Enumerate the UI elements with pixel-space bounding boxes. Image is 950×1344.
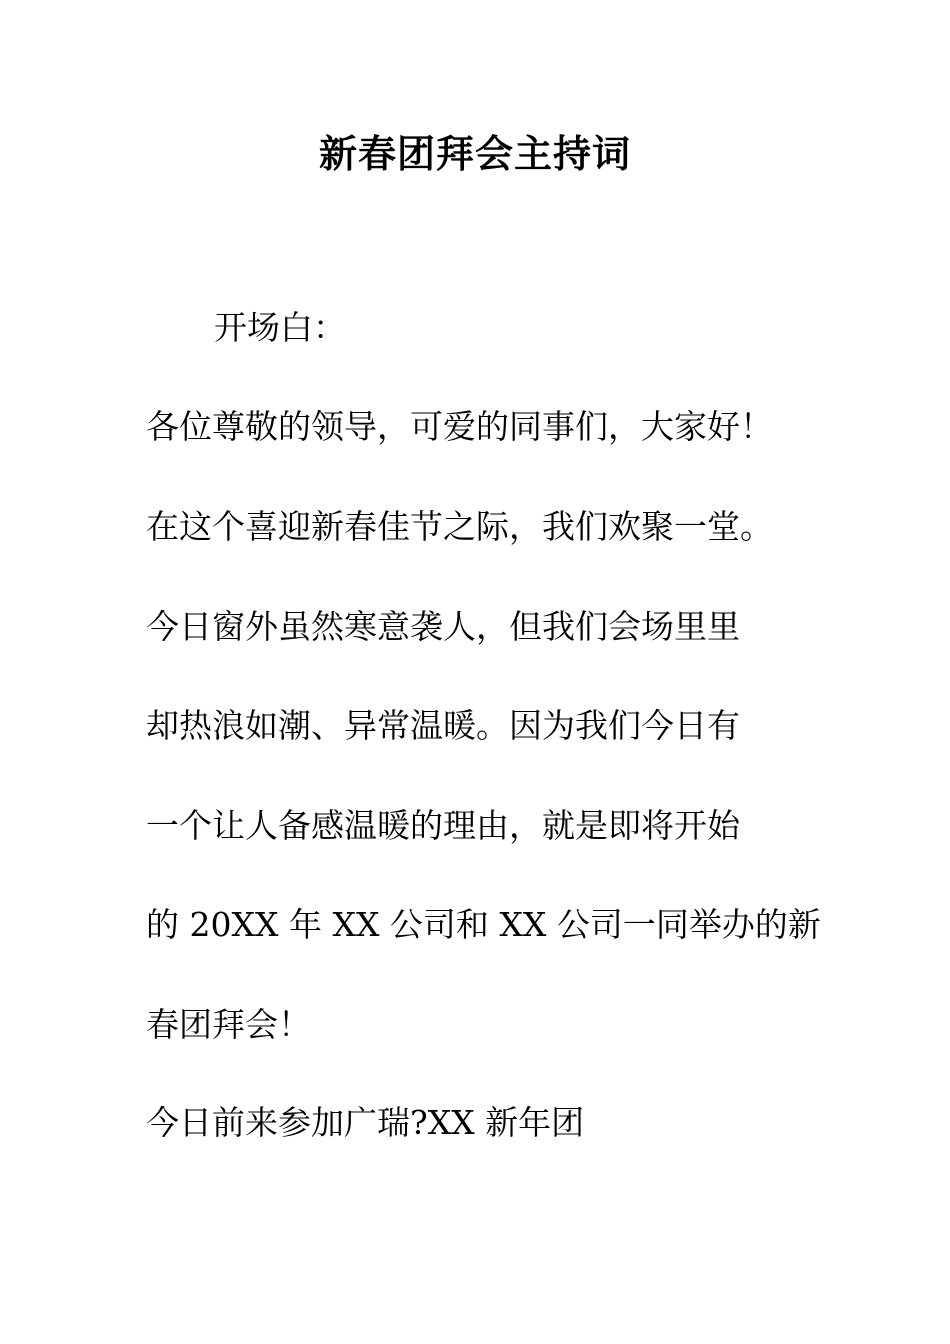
body-line-6: 的 20XX 年 XX 公司和 XX 公司一同举办的新 bbox=[146, 905, 821, 944]
body-line-5: 一个让人备感温暖的理由，就是即将开始 bbox=[146, 806, 740, 845]
opening-label: 开场白： bbox=[214, 308, 346, 347]
body-line-8: 今日前来参加广瑞?XX 新年团 bbox=[146, 1103, 585, 1142]
body-line-7: 春团拜会！ bbox=[146, 1005, 311, 1044]
body-line-3: 今日窗外虽然寒意袭人，但我们会场里里 bbox=[146, 607, 740, 646]
document-title: 新春团拜会主持词 bbox=[318, 131, 631, 176]
body-line-4: 却热浪如潮、异常温暖。因为我们今日有 bbox=[146, 706, 740, 745]
body-line-2: 在这个喜迎新春佳节之际，我们欢聚一堂。 bbox=[146, 507, 773, 546]
body-line-1: 各位尊敬的领导，可爱的同事们，大家好！ bbox=[146, 407, 773, 446]
